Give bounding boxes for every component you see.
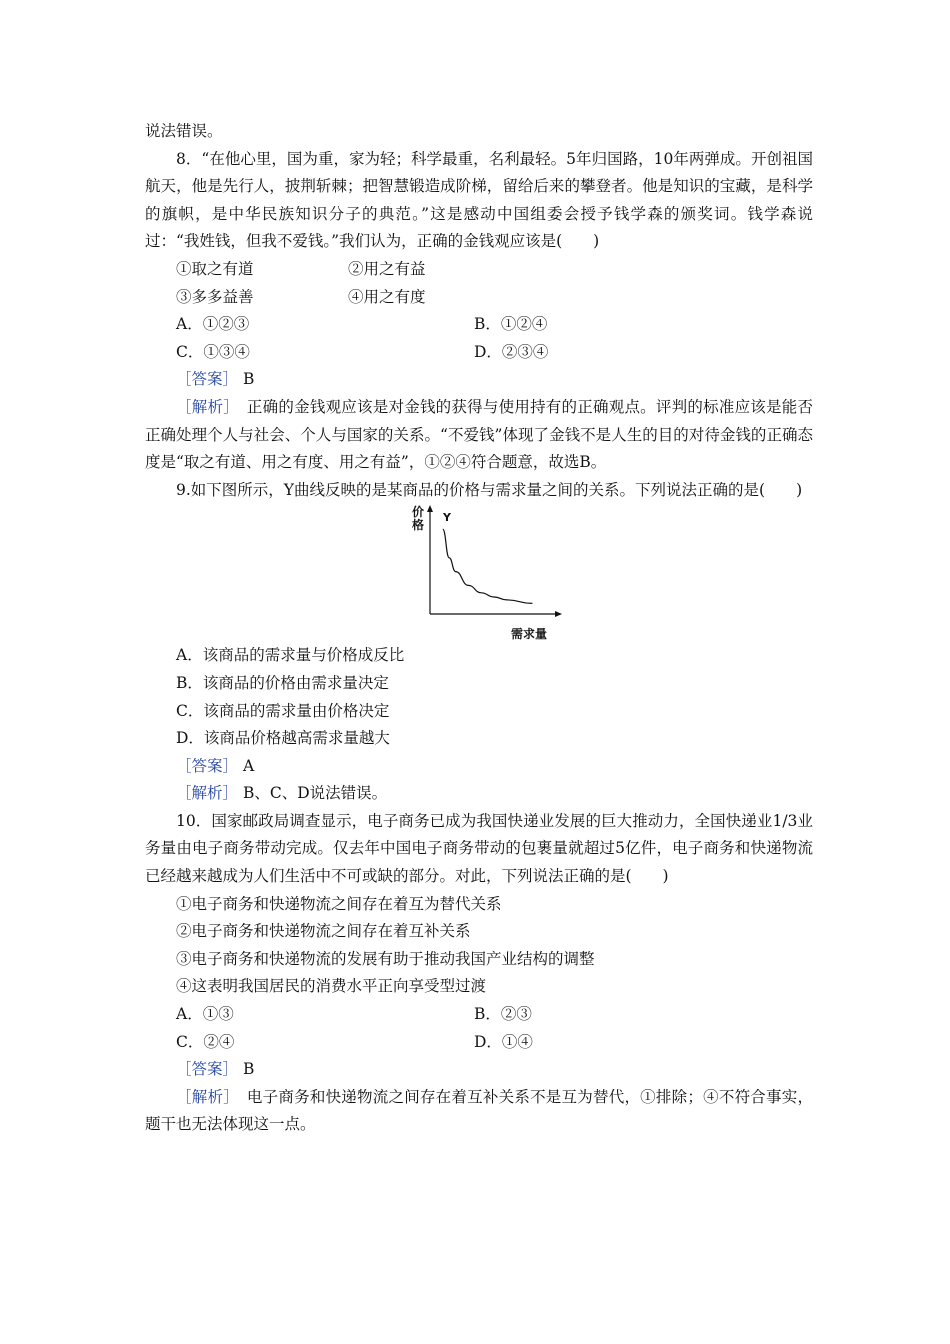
q9-option-a: A．该商品的需求量与价格成反比: [176, 646, 405, 665]
answer-tag: ［答案］: [176, 756, 239, 775]
q8-choice-row: [145, 284, 813, 312]
q8-option-a: A．①②③: [176, 315, 250, 334]
q8-choice-2: ②用之有益: [348, 259, 426, 278]
explanation-text: 正确的金钱观应该是对金钱的获得与使用持有的正确观点。评判的标准应该是能否正确处理个人与社会、个人与国家的关系。“不爱钱”体现了金钱不是人生的目的对待金钱的正确态度是“取之有道、用之有度、用之有益”，①②④符合题意，故选B。: [145, 397, 813, 472]
text-line: 说法错误。: [145, 122, 223, 140]
y-axis-arrow: [427, 505, 433, 512]
q10-answer: [145, 1056, 813, 1084]
q8-choice-row: [145, 256, 813, 284]
q8-option-row: [145, 339, 813, 367]
x-axis-label: 需求量: [511, 627, 548, 642]
series-y-curve: [443, 530, 533, 604]
series-y-label: Y: [443, 511, 451, 525]
answer-value: B: [238, 1060, 255, 1079]
question-8-stem: 8．“在他心里，国为重，家为轻；科学最重，名利最轻。5年归国路，10年两弹成。开创祖国航天，他是先行人，披荆斩棘；把智慧锻造成阶梯，留给后来的攀登者。他是知识的宝藏，是科学的旗帜，是中华民族知识分子的典范。”这是感动中国组委会授予钱学森的颁奖词。钱学森说过：“我姓钱，但我不爱钱。”我们认为，正确的金钱观应该是( ): [145, 149, 813, 251]
q9-option-d: D．该商品价格越高需求量越大: [176, 729, 390, 748]
q9-answer: [145, 753, 813, 781]
y-axis-label: 价格: [412, 505, 425, 533]
question-10-stem: 10．国家邮政局调查显示，电子商务已成为我国快递业发展的巨大推动力，全国快递业1/3业务量由电子商务带动完成。仅去年中国电子商务带动的包裹量就超过5亿件，电子商务和快递物流已经越来越成为人们生活中不可或缺的部分。对此，下列说法正确的是( ): [145, 811, 813, 886]
explanation-tag: ［解析］: [176, 397, 232, 416]
q8-answer: [145, 366, 813, 394]
q10-choice-2: ②电子商务和快递物流之间存在着互补关系: [176, 922, 471, 941]
explanation-tag: ［解析］: [176, 1087, 232, 1106]
q8-choice-3: ③多多益善: [176, 287, 254, 306]
q10-option-d: D．①④: [474, 1032, 533, 1051]
q10-option-b: B．②③: [474, 1005, 532, 1024]
q8-option-c: C．①③④: [176, 342, 250, 361]
q8-explanation: [145, 394, 813, 477]
q8-choice-4: ④用之有度: [348, 287, 426, 306]
demand-chart: [410, 504, 570, 642]
q10-option-a: A．①③: [176, 1005, 234, 1024]
q10-choice-1: ①电子商务和快递物流之间存在着互为替代关系: [176, 894, 502, 913]
q9-explanation: [145, 780, 813, 808]
question-9-stem: 9.如下图所示，Y曲线反映的是某商品的价格与需求量之间的关系。下列说法正确的是( ): [176, 480, 803, 499]
q8-choice-1: ①取之有道: [176, 259, 254, 278]
answer-tag: ［答案］: [176, 1060, 239, 1079]
x-axis-arrow: [555, 611, 562, 617]
q8-option-b: B．①②④: [474, 315, 548, 334]
answer-value: B: [238, 370, 255, 389]
explanation-text: B、C、D说法错误。: [238, 784, 388, 803]
q8-option-row: [145, 311, 813, 339]
q8-option-d: D．②③④: [474, 342, 549, 361]
document-page: [145, 118, 813, 1139]
q9-option-b: B．该商品的价格由需求量决定: [176, 673, 389, 692]
q9-option-c: C．该商品的需求量由价格决定: [176, 701, 390, 720]
q10-choice-4: ④这表明我国居民的消费水平正向享受型过渡: [176, 977, 487, 996]
q10-option-row: [145, 1029, 813, 1057]
q10-option-row: [145, 1001, 813, 1029]
q10-explanation: [145, 1084, 813, 1139]
explanation-tag: ［解析］: [176, 784, 239, 803]
q10-option-c: C．②④: [176, 1032, 235, 1051]
chart-svg: [410, 504, 570, 642]
answer-tag: ［答案］: [176, 370, 239, 389]
q10-choice-3: ③电子商务和快递物流的发展有助于推动我国产业结构的调整: [176, 949, 595, 968]
explanation-text: 电子商务和快递物流之间存在着互补关系不是互为替代，①排除；④不符合事实，题干也无法体现这一点。: [145, 1087, 813, 1134]
answer-value: A: [238, 756, 255, 775]
